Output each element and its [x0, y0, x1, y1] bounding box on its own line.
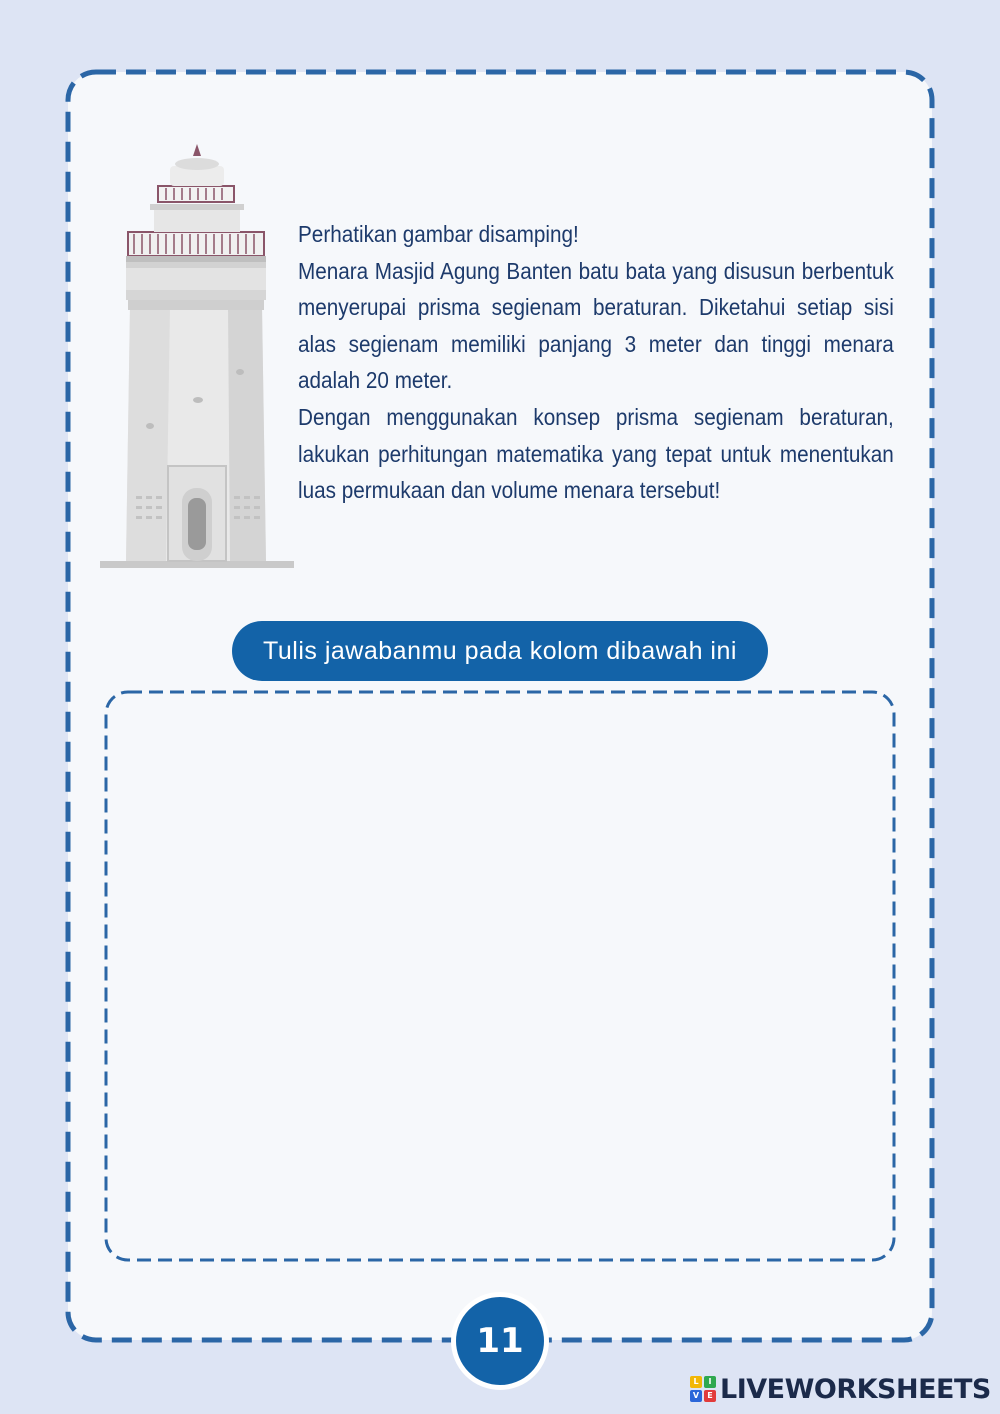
problem-instruction: Dengan menggunakan konsep prisma segienam beraturan, lakukan perhitungan matematika yang tepat untuk menentukan luas permukaan dan volume menara tersebut! [298, 403, 894, 504]
answer-section-label: Tulis jawabanmu pada kolom dibawah ini [232, 621, 768, 681]
menara-illustration [98, 140, 296, 572]
problem-intro: Perhatikan gambar disamping! [298, 221, 579, 247]
brand-name: LIVEWORKSHEETS [720, 1373, 991, 1405]
problem-statement [298, 216, 894, 509]
problem-description: Menara Masjid Agung Banten batu bata yang disusun berbentuk menyerupai prisma segienam beraturan. Diketahui setiap sisi alas segienam memiliki panjang 3 meter dan tinggi menara adalah 20 meter. [298, 257, 894, 394]
page-number-badge: 11 [451, 1292, 549, 1390]
answer-box[interactable] [104, 690, 896, 1262]
liveworksheets-logo-icon: L I V E [690, 1376, 716, 1402]
liveworksheets-brand [690, 1373, 991, 1405]
